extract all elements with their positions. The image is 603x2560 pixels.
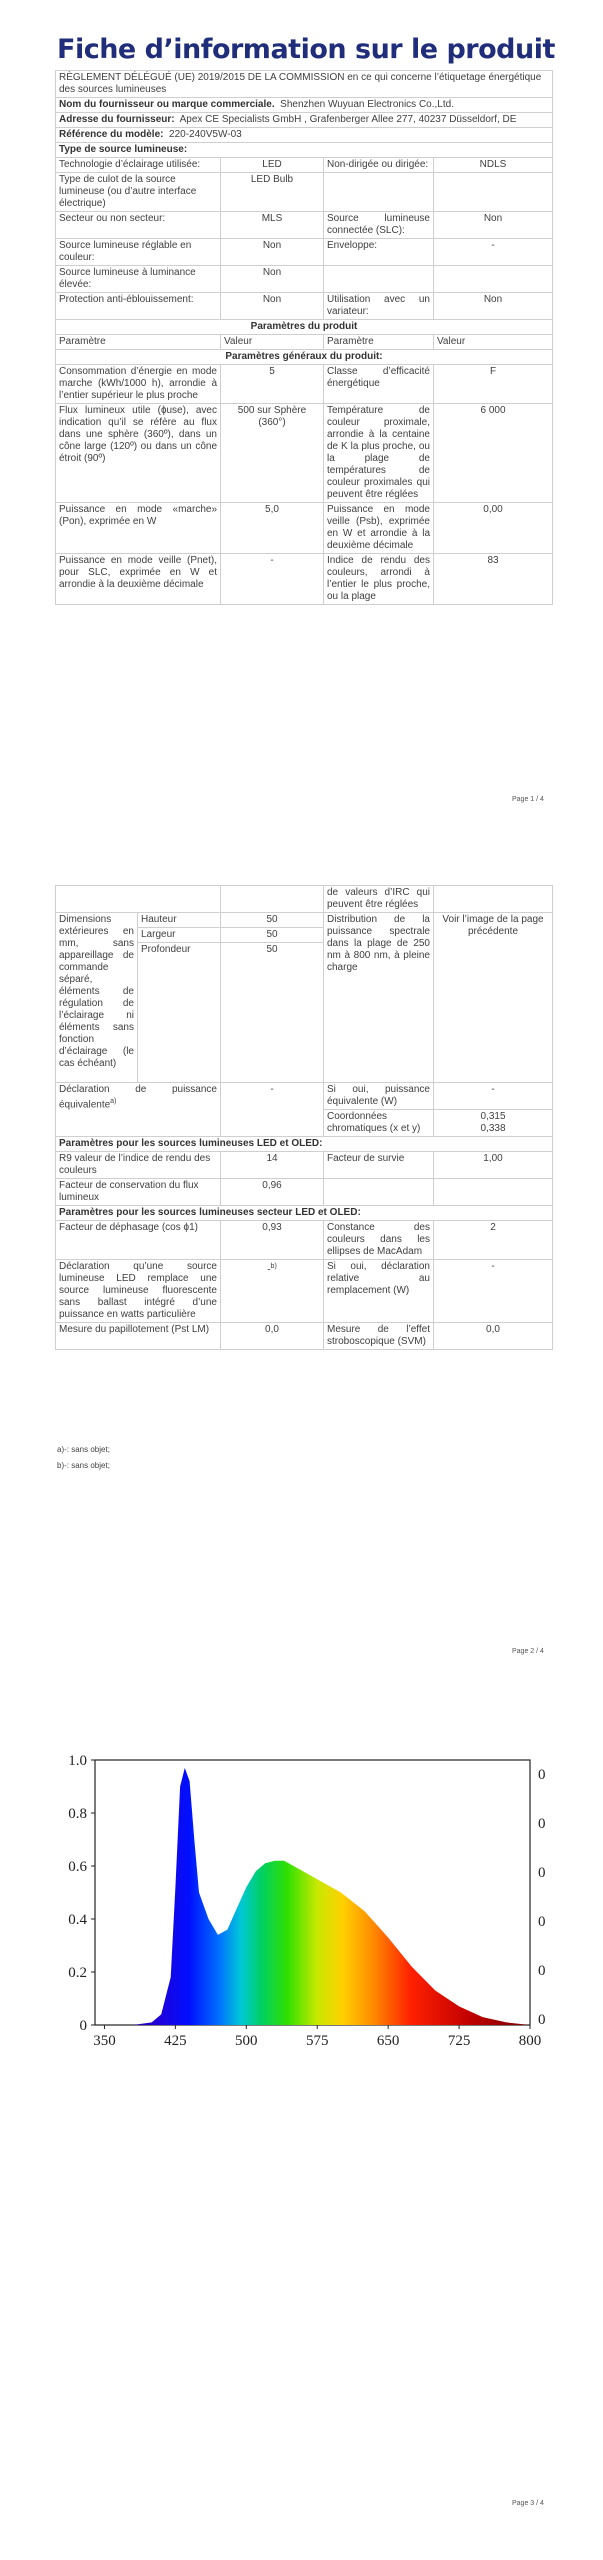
- model-value: 220-240V5W-03: [169, 129, 242, 140]
- y-tick-label: 0.2: [68, 1965, 87, 1981]
- glare-value: Non: [221, 293, 324, 320]
- address-label: Adresse du fournisseur:: [59, 114, 175, 125]
- macadam-label: Constance des couleurs dans les ellipses de MacAdam: [324, 1221, 434, 1260]
- empty-cell: [434, 173, 553, 212]
- envelope-label: Enveloppe:: [324, 239, 434, 266]
- pon-value: 5,0: [221, 503, 324, 554]
- y-tick-label: 0: [79, 2018, 87, 2034]
- equiv-w-value: -: [434, 1083, 553, 1110]
- psb-value: 0,00: [434, 503, 553, 554]
- product-info-table-page2: [55, 885, 553, 1350]
- mains-label: Secteur ou non secteur:: [56, 212, 221, 239]
- equiv-label: Déclaration de puissance équivalente: [59, 1084, 217, 1111]
- class-label: Classe d’efficacité énergétique: [324, 365, 434, 404]
- luminance-value: Non: [221, 266, 324, 293]
- psb-label: Puissance en mode veille (Psb), exprimée en W et arrondie à la deuxième décimale: [324, 503, 434, 554]
- mains-led-heading: Paramètres pour les sources lumineuses secteur LED et OLED:: [56, 1206, 553, 1221]
- height-value: 50: [221, 913, 324, 928]
- pf-value: 0,93: [221, 1221, 324, 1260]
- supplier-label: Nom du fournisseur ou marque commerciale.: [59, 99, 275, 110]
- dims-label: Dimensions extérieures en mm, sans appareillage de commande séparé, éléments de régulation de l’éclairage ni éléments sans fonction d’éclairage (le cas échéant): [56, 913, 138, 1083]
- light-source-type-heading: Type de source lumineuse:: [56, 143, 553, 158]
- y-tick-label: 0.8: [68, 1806, 87, 1822]
- empty-cell: [434, 1179, 553, 1206]
- flux-value: 500 sur Sphère (360°): [221, 404, 324, 503]
- replace-w-value: -: [434, 1260, 553, 1323]
- maint-value: 0,96: [221, 1179, 324, 1206]
- depth-label: Profondeur: [138, 943, 221, 1083]
- x-tick-label: 725: [447, 2033, 471, 2049]
- footnote-a: a)-: sans objet;: [57, 1445, 110, 1454]
- x-tick-label: 575: [305, 2033, 329, 2049]
- dimmer-label: Utilisation avec un variateur:: [324, 293, 434, 320]
- cri-label: Indice de rendu des couleurs, arrondi à l’entier le plus proche, ou la plage: [324, 554, 434, 605]
- empty-cell: [324, 1179, 434, 1206]
- replace-value-cell: [221, 1260, 324, 1323]
- replace-value: -: [267, 1264, 271, 1276]
- energy-value: 5: [221, 365, 324, 404]
- tech-value: LED: [221, 158, 324, 173]
- luminance-label: Source lumineuse à luminance élevée:: [56, 266, 221, 293]
- document-title: Fiche d’information sur le produit: [57, 34, 555, 65]
- footnote-ref: a): [110, 1098, 117, 1105]
- right-tick-label: 0: [538, 1914, 546, 1930]
- address-row: [56, 113, 553, 128]
- address-value: Apex CE Specialists GmbH , Grafenberger Allee 277, 40237 Düsseldorf, DE: [179, 114, 517, 125]
- survival-value: 1,00: [434, 1152, 553, 1179]
- x-tick-label: 350: [93, 2033, 116, 2049]
- cap-value: LED Bulb: [221, 173, 324, 212]
- product-params-heading: Paramètres du produit: [56, 320, 553, 335]
- mains-value: MLS: [221, 212, 324, 239]
- connected-label: Source lumineuse connectée (SLC):: [324, 212, 434, 239]
- led-oled-heading: Paramètres pour les sources lumineuses LED et OLED:: [56, 1137, 553, 1152]
- x-tick-label: 800: [518, 2033, 542, 2049]
- r9-label: R9 valeur de l’indice de rendu des couleurs: [56, 1152, 221, 1179]
- color-label: Source lumineuse réglable en couleur:: [56, 239, 221, 266]
- supplier-value: Shenzhen Wuyuan Electronics Co.,Ltd.: [280, 99, 454, 110]
- col-param-header: Paramètre: [56, 335, 221, 350]
- model-label: Référence du modèle:: [59, 129, 164, 140]
- page-1: [0, 0, 603, 820]
- pnet-label: Puissance en mode veille (Pnet), pour SLC, exprimée en W et arrondie à la deuxième décimale: [56, 554, 221, 605]
- col-value-header: Valeur: [434, 335, 553, 350]
- footnote-b: b)-: sans objet;: [57, 1461, 110, 1470]
- empty-cell: [56, 886, 221, 913]
- width-value: 50: [221, 928, 324, 943]
- cri-label-continued: de valeurs d’IRC qui peuvent être réglées: [324, 886, 434, 913]
- dimmer-value: Non: [434, 293, 553, 320]
- equiv-w-label: Si oui, puissance équivalente (W): [324, 1083, 434, 1110]
- height-label: Hauteur: [138, 913, 221, 928]
- right-tick-label: 0: [538, 2012, 546, 2028]
- macadam-value: 2: [434, 1221, 553, 1260]
- y-tick-label: 0.4: [68, 1912, 87, 1928]
- chrom-label: Coordonnées chromatiques (x et y): [324, 1110, 434, 1137]
- y-tick-label: 0.6: [68, 1859, 87, 1875]
- equiv-value: -: [221, 1083, 324, 1137]
- col-param-header: Paramètre: [324, 335, 434, 350]
- page-number: Page 1 / 4: [512, 796, 544, 803]
- flicker-label: Mesure du papillotement (Pst LM): [56, 1323, 221, 1350]
- right-tick-label: 0: [538, 1865, 546, 1881]
- survival-label: Facteur de survie: [324, 1152, 434, 1179]
- model-row: [56, 128, 553, 143]
- tech-label: Technologie d’éclairage utilisée:: [56, 158, 221, 173]
- y-tick-label: 1.0: [68, 1753, 87, 1769]
- strobo-label: Mesure de l’effet stroboscopique (SVM): [324, 1323, 434, 1350]
- color-value: Non: [221, 239, 324, 266]
- dir-value: NDLS: [434, 158, 553, 173]
- pnet-value: -: [221, 554, 324, 605]
- empty-cell: [221, 886, 324, 913]
- connected-value: Non: [434, 212, 553, 239]
- pf-label: Facteur de déphasage (cos ϕ1): [56, 1221, 221, 1260]
- maint-label: Facteur de conservation du flux lumineux: [56, 1179, 221, 1206]
- general-params-heading: Paramètres généraux du produit:: [56, 350, 553, 365]
- right-tick-label: 0: [538, 1767, 546, 1783]
- right-tick-label: 0: [538, 1963, 546, 1979]
- right-tick-label: 0: [538, 1816, 546, 1832]
- energy-label: Consommation d’énergie en mode marche (kWh/1000 h), arrondie à l’entier supérieur le plus proche: [56, 365, 221, 404]
- spd-value: Voir l’image de la page précédente: [434, 913, 553, 1083]
- cct-label: Température de couleur proximale, arrondie à la centaine de K la plus proche, ou la plage de températures de couleur proximales qui peuvent être réglées: [324, 404, 434, 503]
- x-tick-label: 650: [376, 2033, 400, 2049]
- spd-label: Distribution de la puissance spectrale dans la plage de 250 nm à 800 nm, à pleine charge: [324, 913, 434, 1083]
- class-value: F: [434, 365, 553, 404]
- empty-cell: [434, 266, 553, 293]
- empty-cell: [324, 173, 434, 212]
- x-tick-label: 425: [164, 2033, 187, 2049]
- flicker-value: 0,0: [221, 1323, 324, 1350]
- replace-label: Déclaration qu’une source lumineuse LED remplace une source lumineuse fluorescente sans ballast intégré d’une puissance en watts particulière: [56, 1260, 221, 1323]
- spectral-distribution-chart: [40, 1740, 570, 2050]
- cct-value: 6 000: [434, 404, 553, 503]
- strobo-value: 0,0: [434, 1323, 553, 1350]
- supplier-row: [56, 98, 553, 113]
- col-value-header: Valeur: [221, 335, 324, 350]
- chrom-y: 0,338: [480, 1123, 506, 1134]
- cri-value: 83: [434, 554, 553, 605]
- width-label: Largeur: [138, 928, 221, 943]
- pon-label: Puissance en mode «marche» (Pon), exprimée en W: [56, 503, 221, 554]
- regulation-text: RÈGLEMENT DÉLÉGUÉ (UE) 2019/2015 DE LA COMMISSION en ce qui concerne l’étiquetage énergétique des sources lumineuses: [56, 71, 553, 98]
- product-info-table-page1: [55, 70, 553, 605]
- page-number: Page 2 / 4: [512, 1648, 544, 1655]
- page-number: Page 3 / 4: [512, 2500, 544, 2507]
- envelope-value: -: [434, 239, 553, 266]
- chrom-values: [434, 1110, 553, 1137]
- chrom-x: 0,315: [480, 1111, 506, 1122]
- empty-cell: [324, 266, 434, 293]
- equiv-label-cell: [56, 1083, 221, 1137]
- depth-value: 50: [221, 943, 324, 1083]
- replace-w-label: Si oui, déclaration relative au remplacement (W): [324, 1260, 434, 1323]
- footnote-ref: b): [270, 1263, 277, 1270]
- dir-label: Non-dirigée ou dirigée:: [324, 158, 434, 173]
- flux-label: Flux lumineux utile (ɸuse), avec indication qu’il se réfère au flux dans une sphère (360º), dans un cône large (120º) ou dans un cône étroit (90º): [56, 404, 221, 503]
- empty-cell: [434, 886, 553, 913]
- cap-label: Type de culot de la source lumineuse (ou d’autre interface électrique): [56, 173, 221, 212]
- x-tick-label: 500: [235, 2033, 258, 2049]
- glare-label: Protection anti-éblouissement:: [56, 293, 221, 320]
- r9-value: 14: [221, 1152, 324, 1179]
